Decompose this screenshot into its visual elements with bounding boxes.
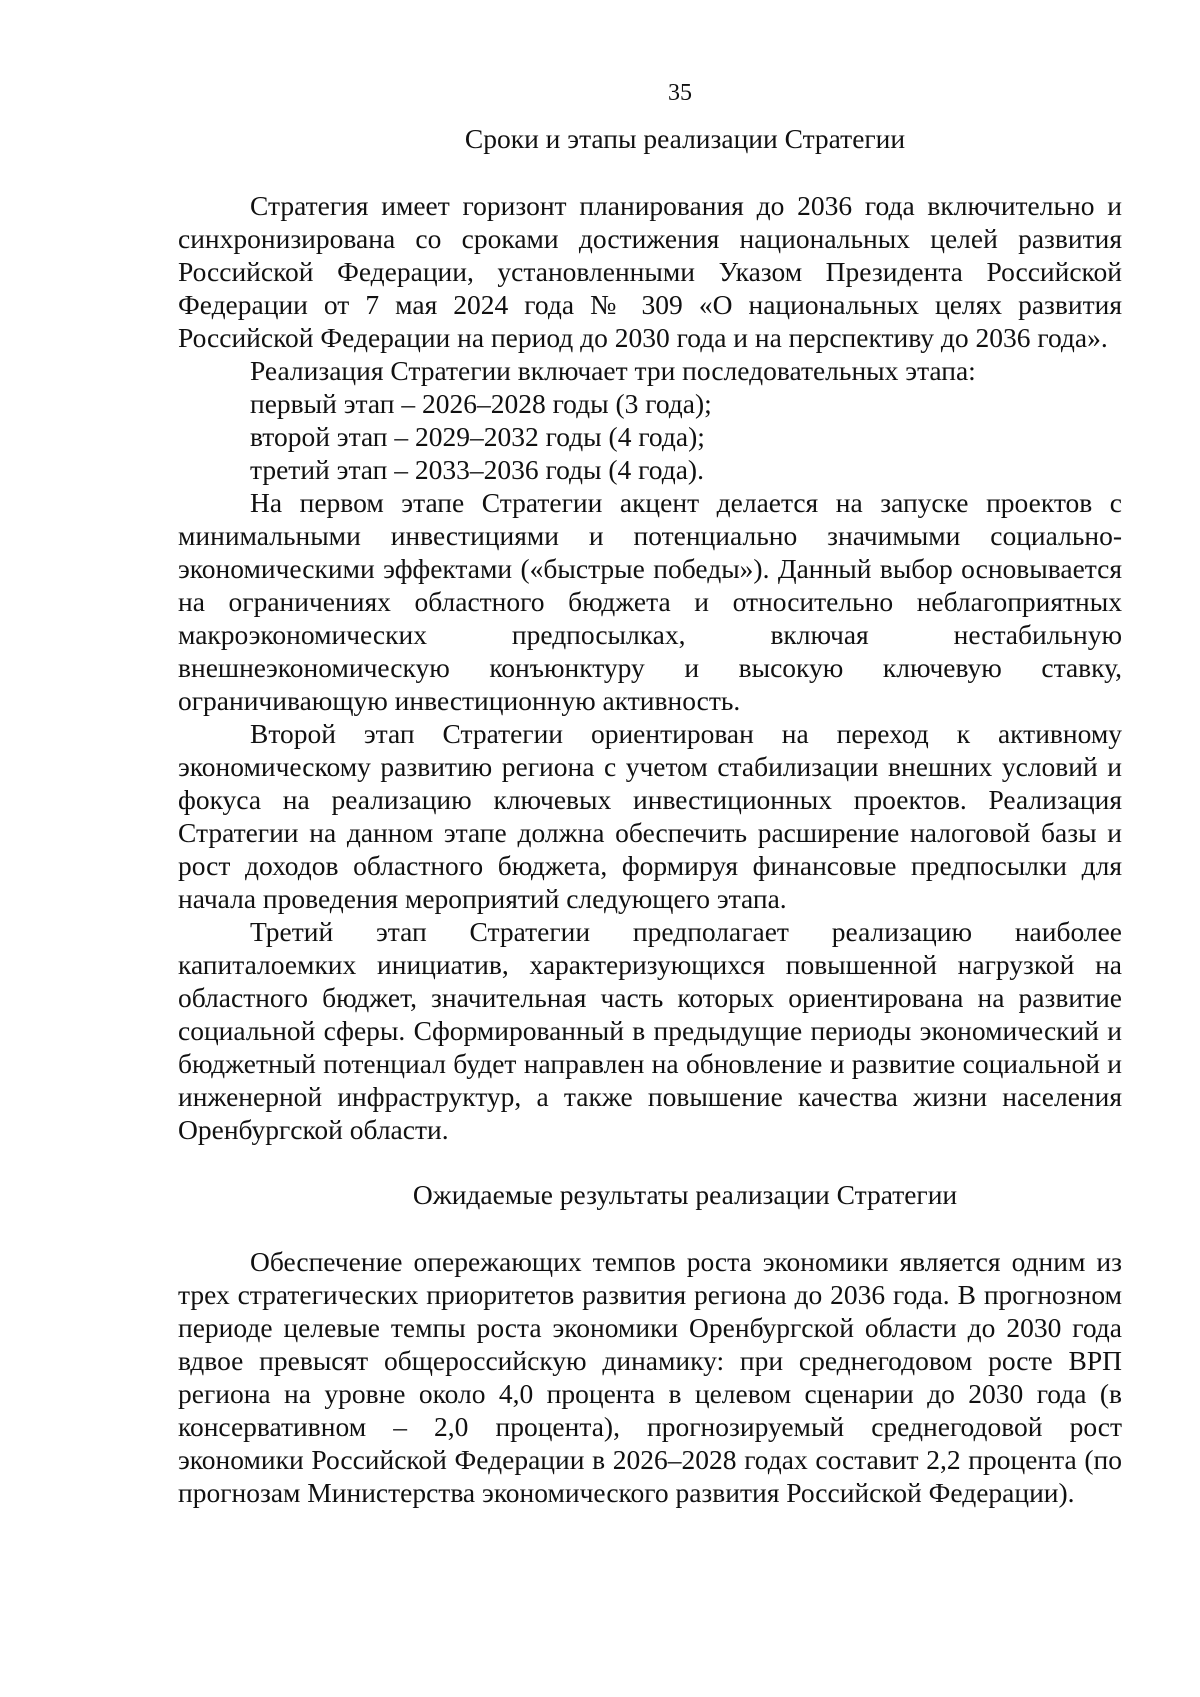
paragraph-stages-intro: Реализация Стратегии включает три последовательных этапа:	[250, 355, 976, 386]
document-body	[178, 122, 1122, 1509]
stage-item-third: третий этап – 2033–2036 годы (4 года).	[250, 454, 704, 485]
paragraph-second-stage: Второй этап Стратегии ориентирован на переход к активному экономическому развитию региона с учетом стабилизации внешних условий и фокуса на реализацию ключевых инвестиционных проектов. Реализация Стратегии на данном этапе должна обеспечить расширение налоговой базы и рост доходов областного бюджета, формируя финансовые предпосылки для начала проведения мероприятий следующего этапа.	[178, 718, 1122, 914]
paragraph-economic-growth: Обеспечение опережающих темпов роста экономики является одним из трех стратегических приоритетов развития региона до 2036 года. В прогнозном периоде целевые темпы роста экономики Оренбургской области до 2030 года вдвое превысят общероссийскую динамику: при среднегодовом росте ВРП региона на уровне около 4,0 процента в целевом сценарии до 2030 года (в консервативном – 2,0 процента), прогнозируемый среднегодовой рост экономики Российской Федерации в 2026–2028 годах составит 2,2 процента (по прогнозам Министерства экономического развития Российской Федерации).	[178, 1246, 1122, 1508]
paragraph-first-stage: На первом этапе Стратегии акцент делается на запуске проектов с минимальными инвестициями и потенциально значимыми социально-экономическими эффектами («быстрые победы»). Данный выбор основывается на ограничениях областного бюджета и относительно неблагоприятных макроэкономических предпосылках, включая нестабильную внешнеэкономическую конъюнктуру и высокую ключевую ставку, ограничивающую инвестиционную активность.	[178, 487, 1122, 716]
stage-item-first: первый этап – 2026–2028 годы (3 года);	[250, 388, 712, 419]
section-title-expected-results: Ожидаемые результаты реализации Стратегии	[412, 1179, 958, 1210]
stage-item-second: второй этап – 2029–2032 годы (4 года);	[250, 421, 705, 452]
paragraph-planning-horizon: Стратегия имеет горизонт планирования до 2036 года включительно и синхронизирована со сроками достижения национальных целей развития Российской Федерации, установленными Указом Президента Российской Федерации от 7 мая 2024 года № 309 «О национальных целях развития Российской Федерации на период до 2030 года и на перспективу до 2036 года».	[178, 190, 1122, 353]
section-title-timeline: Сроки и этапы реализации Стратегии	[464, 123, 906, 154]
page-number: 35	[668, 80, 692, 106]
paragraph-third-stage: Третий этап Стратегии предполагает реализацию наиболее капиталоемких инициатив, характеризующихся повышенной нагрузкой на областного бюджет, значительная часть которых ориентирована на развитие социальной сферы. Сформированный в предыдущие периоды экономический и бюджетный потенциал будет направлен на обновление и развитие социальной и инженерной инфраструктур, а также повышение качества жизни населения Оренбургской области.	[178, 916, 1122, 1145]
